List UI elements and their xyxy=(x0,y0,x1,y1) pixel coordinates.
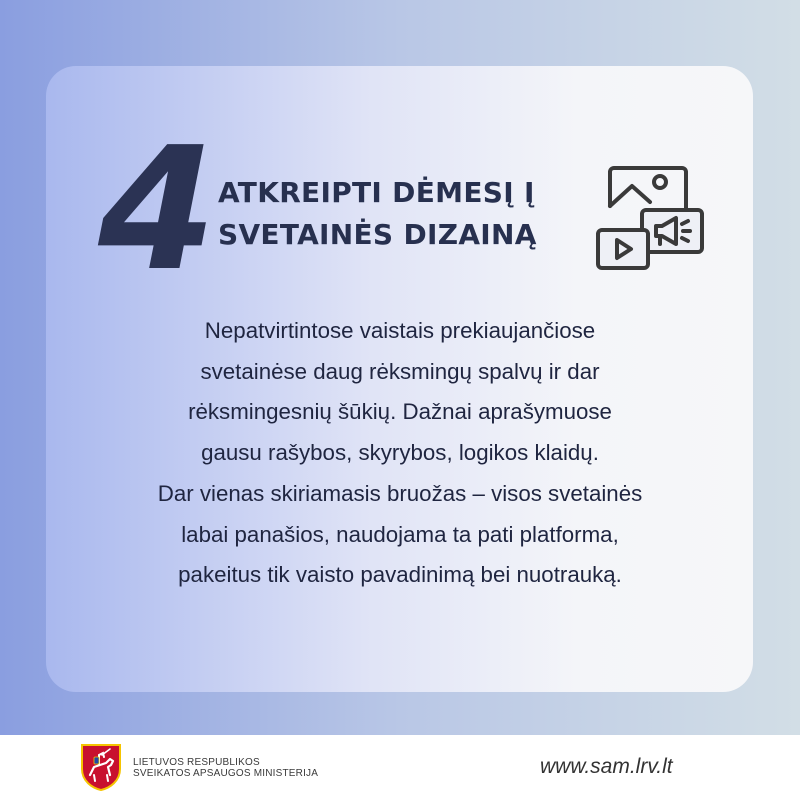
body-line-4: gausu rašybos, skyrybos, logikos klaidų. xyxy=(201,440,599,466)
body-text xyxy=(66,311,734,596)
website-link[interactable]: www.sam.lrv.lt xyxy=(540,755,673,778)
footer xyxy=(0,735,800,800)
ministry-line-2: SVEIKATOS APSAUGOS MINISTERIJA xyxy=(133,768,319,779)
body-line-1: Nepatvirtintose vaistais prekiaujančiose xyxy=(204,318,596,343)
body-line-5: Dar vienas skiriamasis bruožas – visos svetainės xyxy=(157,480,643,506)
body-line-2: svetainėse daug rėksmingų spalvų ir dar xyxy=(200,358,600,384)
body-line-6: labai panašios, naudojama ta pati platforma, xyxy=(181,521,619,547)
page-title xyxy=(218,172,578,256)
coat-of-arms-icon xyxy=(80,743,122,791)
ministry-line-1: LIETUVOS RESPUBLIKOS xyxy=(133,757,260,768)
media-image-video-megaphone-icon xyxy=(594,164,706,274)
title-line-2: SVETAINĖS DIZAINĄ xyxy=(218,218,537,251)
title-line-1: ATKREIPTI DĖMESĮ Į xyxy=(218,176,535,209)
step-number: 4 xyxy=(98,111,213,309)
ministry-name xyxy=(133,757,318,779)
body-line-3: rėksmingesnių šūkių. Dažnai aprašymuose xyxy=(188,399,612,425)
body-line-7: pakeitus tik vaisto pavadinimą bei nuotrauką. xyxy=(178,562,622,588)
